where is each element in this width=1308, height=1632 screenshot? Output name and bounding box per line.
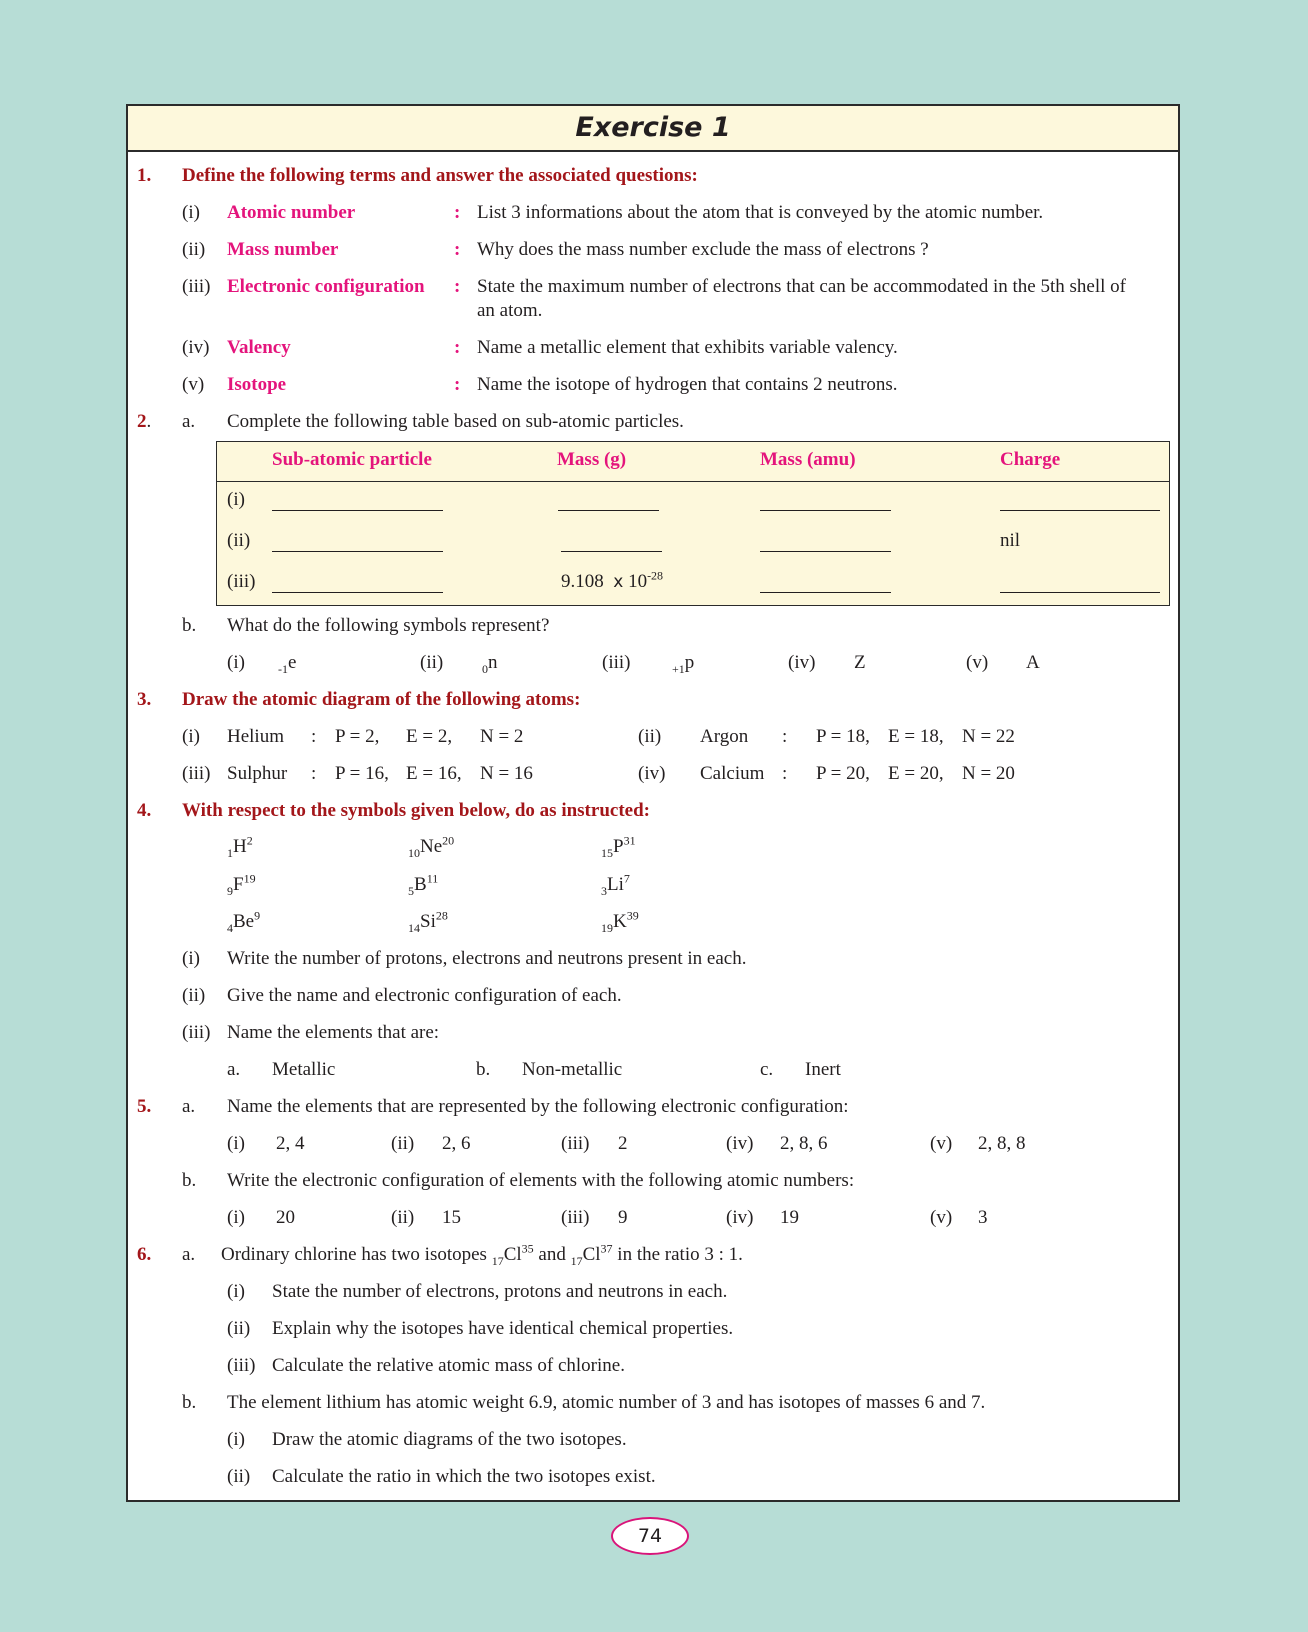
table-header: Mass (amu) (760, 449, 856, 470)
config-value: 2, 8, 8 (978, 1133, 1026, 1154)
sub-item-text: State the number of electrons, protons and neutrons in each. (272, 1281, 728, 1302)
q1-question: State the maximum number of electrons that can be accommodated in the 5th shell of (477, 276, 1126, 297)
q1-heading: Define the following terms and answer the associated questions: (182, 165, 698, 186)
option-label: a. (227, 1059, 241, 1080)
sub-item-text: Calculate the ratio in which the two isotopes exist. (272, 1466, 656, 1487)
q1-number: 1. (137, 165, 152, 186)
answer-blank[interactable] (272, 551, 443, 552)
atomic-number-value: 20 (276, 1207, 295, 1228)
q1-item-num: (i) (182, 202, 200, 223)
atom-name: Helium (227, 726, 284, 747)
task-text: Give the name and electronic configuration of each. (227, 985, 622, 1006)
atom-colon: : (311, 726, 317, 747)
sub-item-num: (i) (227, 1281, 245, 1302)
q4-heading: With respect to the symbols given below, do as instructed: (182, 800, 650, 821)
atom-electrons: E = 18, (888, 726, 944, 747)
q1-item-num: (ii) (182, 239, 206, 260)
symbol-num: (iv) (788, 652, 816, 673)
q6-b-text: The element lithium has atomic weight 6.9, atomic number of 3 and has isotopes of masses 6 and 7. (227, 1392, 986, 1413)
element-symbol: $_{15}P^{31}$ (601, 833, 636, 860)
answer-blank[interactable] (1000, 510, 1160, 511)
mass-value: 9.108 x $10^{-28}$ (561, 568, 664, 592)
option-text: Metallic (272, 1059, 336, 1080)
answer-blank[interactable] (561, 551, 662, 552)
config-value: 2, 8, 6 (780, 1133, 828, 1154)
q4-number: 4. (137, 800, 152, 821)
sub-item-text: Explain why the isotopes have identical chemical properties. (272, 1318, 734, 1339)
symbol-num: (iii) (602, 652, 631, 673)
atom-name: Calcium (700, 763, 765, 784)
element-symbol: $_4Be^9$ (227, 908, 261, 935)
table-row-num: (i) (227, 489, 245, 510)
table-header: Sub-atomic particle (272, 449, 432, 470)
option-text: Inert (805, 1059, 841, 1080)
answer-blank[interactable] (760, 551, 891, 552)
task-num: (ii) (182, 985, 206, 1006)
option-text: Non-metallic (522, 1059, 623, 1080)
particle-symbol: $_0$n (482, 652, 498, 676)
atomic-number-num: (iii) (561, 1207, 590, 1228)
q1-term: Valency (227, 337, 291, 358)
table-row-num: (ii) (227, 530, 251, 551)
table-header: Mass (g) (557, 449, 627, 470)
element-symbol: $_9F^{19}$ (227, 871, 256, 898)
atom-colon: : (311, 763, 317, 784)
atom-electrons: E = 16, (406, 763, 462, 784)
task-num: (iii) (182, 1022, 211, 1043)
atomic-number-value: 19 (780, 1207, 799, 1228)
sub-item-num: (iii) (227, 1355, 256, 1376)
q2-b-text: What do the following symbols represent? (227, 615, 550, 636)
atom-name: Sulphur (227, 763, 288, 784)
q3-number: 3. (137, 689, 152, 710)
atom-electrons: E = 2, (406, 726, 453, 747)
atomic-number-value: 3 (978, 1207, 988, 1228)
q1-colon: : (454, 239, 461, 260)
q1-question: Name a metallic element that exhibits variable valency. (477, 337, 898, 358)
q6-a-label: a. (182, 1244, 196, 1265)
element-symbol: $_{14}Si^{28}$ (408, 908, 448, 935)
atom-colon: : (782, 726, 788, 747)
q1-item-num: (v) (182, 374, 205, 395)
particle-symbol: Z (854, 652, 866, 673)
q5-b-label: b. (182, 1170, 197, 1191)
option-label: b. (476, 1059, 491, 1080)
sub-item-num: (ii) (227, 1318, 251, 1339)
q2-a-text: Complete the following table based on sub-atomic particles. (227, 411, 684, 432)
q1-colon: : (454, 202, 461, 223)
sub-item-num: (i) (227, 1429, 245, 1450)
element-symbol: $_1H^2$ (227, 833, 253, 860)
q6-a-text: Ordinary chlorine has two isotopes $_{17}Cl^{35}$ and $_{17}Cl^{37}$ in the ratio 3 : 1. (221, 1241, 743, 1268)
config-value: 2, 4 (276, 1133, 305, 1154)
element-symbol: $_{19}K^{39}$ (601, 908, 639, 935)
task-num: (i) (182, 948, 200, 969)
sub-item-text: Draw the atomic diagrams of the two isotopes. (272, 1429, 627, 1450)
symbol-num: (ii) (420, 652, 444, 673)
atom-num: (iv) (638, 763, 666, 784)
answer-blank[interactable] (272, 592, 443, 593)
particle-symbol: $_{+1}$p (672, 652, 695, 676)
atom-neutrons: N = 16 (480, 763, 533, 784)
atom-num: (i) (182, 726, 200, 747)
sub-item-text: Calculate the relative atomic mass of chlorine. (272, 1355, 625, 1376)
config-num: (iv) (726, 1133, 754, 1154)
q1-colon: : (454, 337, 461, 358)
atomic-number-value: 9 (618, 1207, 628, 1228)
element-symbol: $_{10}Ne^{20}$ (408, 833, 455, 860)
charge-value: nil (1000, 530, 1021, 551)
element-symbol: $_3Li^7$ (601, 871, 630, 898)
q5-a-label: a. (182, 1096, 196, 1117)
atom-protons: P = 2, (335, 726, 380, 747)
q5-b-text: Write the electronic configuration of elements with the following atomic numbers: (227, 1170, 855, 1191)
q1-term: Isotope (227, 374, 287, 395)
option-label: c. (760, 1059, 774, 1080)
config-value: 2, 6 (442, 1133, 471, 1154)
answer-blank[interactable] (558, 510, 659, 511)
q1-question: Name the isotope of hydrogen that contains 2 neutrons. (477, 374, 898, 395)
q1-question: Why does the mass number exclude the mass of electrons ? (477, 239, 929, 260)
q1-colon: : (454, 374, 461, 395)
particle-symbol: $_{-1}$e (278, 652, 297, 676)
answer-blank[interactable] (760, 510, 891, 511)
q6-b-label: b. (182, 1392, 197, 1413)
atomic-number-num: (v) (930, 1207, 953, 1228)
atomic-number-num: (iv) (726, 1207, 754, 1228)
particle-symbol: A (1026, 652, 1040, 673)
q3-heading: Draw the atomic diagram of the following atoms: (182, 689, 581, 710)
atom-neutrons: N = 22 (962, 726, 1015, 747)
atom-num: (ii) (638, 726, 662, 747)
q1-question: List 3 informations about the atom that is conveyed by the atomic number. (477, 202, 1044, 223)
table-header-divider (216, 481, 1170, 482)
answer-blank[interactable] (272, 510, 443, 511)
answer-blank[interactable] (1000, 592, 1160, 593)
config-num: (v) (930, 1133, 953, 1154)
atom-neutrons: N = 2 (480, 726, 524, 747)
symbol-num: (i) (227, 652, 245, 673)
q1-colon: : (454, 276, 461, 297)
atom-num: (iii) (182, 763, 211, 784)
atom-electrons: E = 20, (888, 763, 944, 784)
atomic-number-num: (i) (227, 1207, 245, 1228)
q1-question-continuation: an atom. (477, 300, 543, 321)
atomic-number-num: (ii) (391, 1207, 415, 1228)
config-value: 2 (618, 1133, 628, 1154)
sub-item-num: (ii) (227, 1466, 251, 1487)
atomic-number-value: 15 (442, 1207, 461, 1228)
answer-blank[interactable] (760, 592, 891, 593)
q2-number: 2. (137, 411, 152, 432)
table-row-num: (iii) (227, 571, 256, 592)
config-num: (iii) (561, 1133, 590, 1154)
symbol-num: (v) (966, 652, 989, 673)
config-num: (ii) (391, 1133, 415, 1154)
atom-protons: P = 18, (816, 726, 870, 747)
q5-a-text: Name the elements that are represented by the following electronic configuration: (227, 1096, 849, 1117)
atom-neutrons: N = 20 (962, 763, 1015, 784)
table-header: Charge (1000, 449, 1061, 470)
q2-a-label: a. (182, 411, 196, 432)
atom-protons: P = 20, (816, 763, 870, 784)
title-bar (128, 106, 1178, 152)
element-symbol: $_5B^{11}$ (408, 871, 439, 898)
q1-term: Electronic configuration (227, 276, 425, 297)
q6-number: 6. (137, 1244, 152, 1265)
atom-name: Argon (700, 726, 749, 747)
q2-b-label: b. (182, 615, 197, 636)
page-number: 74 (611, 1517, 689, 1555)
atom-protons: P = 16, (335, 763, 389, 784)
atom-colon: : (782, 763, 788, 784)
config-num: (i) (227, 1133, 245, 1154)
q5-number: 5. (137, 1096, 152, 1117)
q1-item-num: (iv) (182, 337, 210, 358)
q1-item-num: (iii) (182, 276, 211, 297)
task-text: Name the elements that are: (227, 1022, 440, 1043)
task-text: Write the number of protons, electrons and neutrons present in each. (227, 948, 747, 969)
page-title: Exercise 1 (575, 112, 731, 143)
q1-term: Atomic number (227, 202, 356, 223)
q1-term: Mass number (227, 239, 339, 260)
